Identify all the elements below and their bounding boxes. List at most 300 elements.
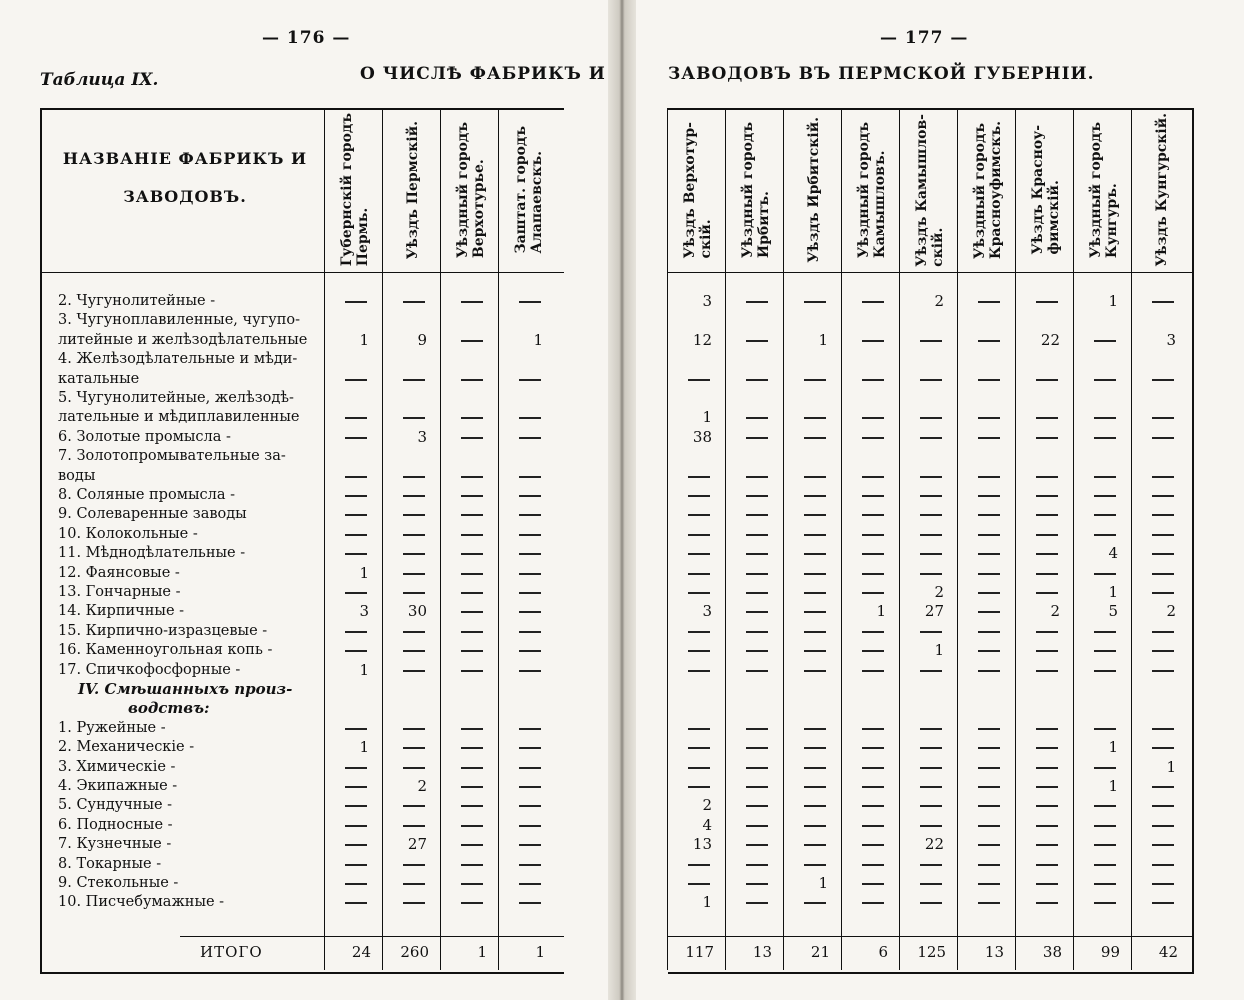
empty-cell-dash (862, 786, 884, 788)
empty-cell-dash (1152, 573, 1174, 575)
table-cell: 1 (1108, 292, 1118, 310)
empty-cell-dash (345, 767, 367, 769)
column-header (960, 112, 1016, 268)
table-cell: 30 (407, 602, 427, 621)
header-divider-left (40, 272, 564, 273)
empty-cell-dash (862, 864, 884, 866)
column-separator (498, 108, 499, 970)
row-label: 3. Чугуноплавиленные, чугупо- (58, 312, 301, 329)
table-cell: 2 (934, 292, 944, 310)
empty-cell-dash (688, 728, 710, 730)
empty-cell-dash (519, 534, 541, 536)
empty-cell-dash (403, 379, 425, 381)
row-label-continuation: литейные и желѣзодѣлательные (58, 331, 308, 348)
empty-cell-dash (1036, 301, 1058, 303)
left-page-number: — 176 — (262, 28, 351, 48)
empty-cell-dash (920, 631, 942, 633)
column-header (385, 112, 441, 268)
empty-cell-dash (1094, 670, 1116, 672)
empty-cell-dash (978, 650, 1000, 652)
row-label: 4. Экипажные - (58, 778, 178, 794)
empty-cell-dash (345, 864, 367, 866)
empty-cell-dash (519, 437, 541, 439)
total-cell: 13 (984, 943, 1004, 961)
column-header-text: Уѣздъ Красноу- фимскій. (1030, 125, 1062, 255)
column-header (902, 112, 958, 268)
empty-cell-dash (804, 611, 826, 613)
empty-cell-dash (920, 573, 942, 575)
empty-cell-dash (688, 631, 710, 633)
column-separator (783, 108, 784, 970)
column-separator (957, 108, 958, 970)
table-cell: 1 (934, 641, 944, 660)
total-cell: 1 (477, 943, 487, 961)
empty-cell-dash (920, 767, 942, 769)
empty-cell-dash (804, 417, 826, 419)
row-label: 14. Кирпичные - (58, 603, 185, 620)
empty-cell-dash (461, 728, 483, 730)
column-separator (667, 108, 668, 970)
table-cell: 1 (818, 874, 828, 892)
empty-cell-dash (345, 728, 367, 730)
empty-cell-dash (1152, 495, 1174, 497)
empty-cell-dash (345, 514, 367, 516)
empty-cell-dash (403, 728, 425, 730)
column-header-text: Уѣздный городъ Ирбитъ. (740, 121, 772, 259)
empty-cell-dash (920, 495, 942, 497)
table-cell: 2 (1166, 602, 1176, 621)
empty-cell-dash (688, 534, 710, 536)
empty-cell-dash (746, 553, 768, 555)
table-cell: 22 (1040, 330, 1060, 349)
empty-cell-dash (862, 301, 884, 303)
total-cell: 13 (752, 943, 772, 961)
empty-cell-dash (862, 476, 884, 478)
empty-cell-dash (1152, 650, 1174, 652)
empty-cell-dash (403, 650, 425, 652)
empty-cell-dash (461, 534, 483, 536)
empty-cell-dash (1152, 417, 1174, 419)
empty-cell-dash (403, 476, 425, 478)
empty-cell-dash (746, 902, 768, 904)
empty-cell-dash (461, 631, 483, 633)
empty-cell-dash (1094, 534, 1116, 536)
column-header-text: Уѣздный городъ Камышловъ. (856, 121, 888, 259)
empty-cell-dash (746, 825, 768, 827)
empty-cell-dash (1036, 805, 1058, 807)
empty-cell-dash (920, 883, 942, 885)
column-header-text: Уѣздный городъ Красноуфимскъ. (972, 120, 1004, 260)
row-label: 5. Сундучные - (58, 797, 173, 814)
column-header-text: Уѣздный городъ Кунгуръ. (1088, 121, 1120, 259)
empty-cell-dash (1036, 747, 1058, 749)
empty-cell-dash (461, 767, 483, 769)
empty-cell-dash (746, 611, 768, 613)
empty-cell-dash (345, 650, 367, 652)
table-cell: 2 (934, 583, 944, 601)
empty-cell-dash (920, 514, 942, 516)
empty-cell-dash (688, 514, 710, 516)
total-cell: 24 (351, 943, 371, 961)
empty-cell-dash (1036, 786, 1058, 788)
table-cell: 2 (702, 796, 712, 815)
empty-cell-dash (1094, 902, 1116, 904)
row-label: 10. Писчебумажные - (58, 894, 225, 911)
empty-cell-dash (804, 864, 826, 866)
empty-cell-dash (978, 883, 1000, 885)
empty-cell-dash (746, 340, 768, 342)
empty-cell-dash (688, 476, 710, 478)
empty-cell-dash (519, 728, 541, 730)
empty-cell-dash (519, 379, 541, 381)
empty-cell-dash (862, 573, 884, 575)
empty-cell-dash (461, 379, 483, 381)
empty-cell-dash (688, 495, 710, 497)
empty-cell-dash (978, 805, 1000, 807)
empty-cell-dash (804, 844, 826, 846)
empty-cell-dash (862, 883, 884, 885)
total-cell: 42 (1158, 943, 1178, 961)
row-label: 4. Желѣзодѣлательные и мѣди- (58, 351, 298, 368)
empty-cell-dash (804, 650, 826, 652)
total-rule-left (180, 936, 564, 937)
empty-cell-dash (688, 864, 710, 866)
empty-cell-dash (1094, 825, 1116, 827)
book-gutter (608, 0, 636, 1000)
column-separator (324, 108, 325, 970)
empty-cell-dash (519, 631, 541, 633)
row-label-continuation: катальные (58, 370, 140, 387)
empty-cell-dash (920, 747, 942, 749)
empty-cell-dash (1036, 728, 1058, 730)
column-header-text: Уѣздъ Кунгурскій. (1154, 113, 1170, 267)
empty-cell-dash (1094, 728, 1116, 730)
empty-cell-dash (920, 670, 942, 672)
empty-cell-dash (746, 844, 768, 846)
empty-cell-dash (978, 495, 1000, 497)
row-label-continuation: воды (58, 467, 96, 484)
total-cell: 260 (400, 943, 429, 961)
table-cell: 4 (1108, 544, 1118, 563)
empty-cell-dash (1094, 573, 1116, 575)
row-label: 9. Солеваренные заводы (58, 506, 247, 523)
empty-cell-dash (688, 592, 710, 594)
empty-cell-dash (519, 650, 541, 652)
empty-cell-dash (403, 514, 425, 516)
column-separator (382, 108, 383, 970)
empty-cell-dash (1036, 553, 1058, 555)
empty-cell-dash (804, 495, 826, 497)
empty-cell-dash (804, 747, 826, 749)
empty-cell-dash (461, 786, 483, 788)
empty-cell-dash (519, 786, 541, 788)
empty-cell-dash (862, 747, 884, 749)
empty-cell-dash (345, 534, 367, 536)
empty-cell-dash (345, 805, 367, 807)
empty-cell-dash (804, 573, 826, 575)
empty-cell-dash (1036, 902, 1058, 904)
empty-cell-dash (1094, 844, 1116, 846)
empty-cell-dash (403, 864, 425, 866)
empty-cell-dash (746, 573, 768, 575)
column-separator (899, 108, 900, 970)
column-header (786, 112, 842, 268)
empty-cell-dash (978, 728, 1000, 730)
column-separator (725, 108, 726, 970)
empty-cell-dash (978, 631, 1000, 633)
column-separator (1131, 108, 1132, 970)
empty-cell-dash (920, 864, 942, 866)
empty-cell-dash (403, 592, 425, 594)
empty-cell-dash (403, 670, 425, 672)
table-cell: 27 (407, 835, 427, 854)
empty-cell-dash (1094, 767, 1116, 769)
empty-cell-dash (920, 805, 942, 807)
table-cell: 3 (702, 292, 712, 310)
empty-cell-dash (1094, 883, 1116, 885)
empty-cell-dash (1036, 437, 1058, 439)
empty-cell-dash (1036, 592, 1058, 594)
empty-cell-dash (1036, 825, 1058, 827)
empty-cell-dash (403, 747, 425, 749)
empty-cell-dash (746, 767, 768, 769)
column-header-text: Уѣздъ Пермскій. (405, 120, 421, 260)
empty-cell-dash (746, 786, 768, 788)
empty-cell-dash (920, 825, 942, 827)
empty-cell-dash (461, 437, 483, 439)
column-header-text: Уѣздъ Ирбитскій. (806, 117, 822, 263)
empty-cell-dash (1036, 476, 1058, 478)
empty-cell-dash (461, 592, 483, 594)
empty-cell-dash (1152, 437, 1174, 439)
empty-cell-dash (862, 650, 884, 652)
table-cell: 3 (417, 427, 427, 446)
empty-cell-dash (403, 883, 425, 885)
empty-cell-dash (461, 864, 483, 866)
empty-cell-dash (746, 728, 768, 730)
empty-cell-dash (403, 825, 425, 827)
column-header-text: Губернскій городъ Пермь. (339, 113, 371, 267)
table-cell: 3 (359, 602, 369, 621)
empty-cell-dash (1036, 844, 1058, 846)
header-divider-right (668, 272, 1194, 273)
empty-cell-dash (403, 767, 425, 769)
empty-cell-dash (1152, 592, 1174, 594)
column-header (1018, 112, 1074, 268)
empty-cell-dash (1036, 670, 1058, 672)
empty-cell-dash (1152, 902, 1174, 904)
empty-cell-dash (1094, 631, 1116, 633)
empty-cell-dash (519, 864, 541, 866)
empty-cell-dash (1094, 437, 1116, 439)
empty-cell-dash (1036, 573, 1058, 575)
column-separator (1073, 108, 1074, 970)
empty-cell-dash (978, 340, 1000, 342)
empty-cell-dash (1152, 786, 1174, 788)
empty-cell-dash (345, 844, 367, 846)
row-label: 17. Спичкофосфорные - (58, 661, 241, 678)
empty-cell-dash (804, 437, 826, 439)
empty-cell-dash (519, 670, 541, 672)
section-heading: водствъ: (128, 699, 210, 718)
empty-cell-dash (519, 573, 541, 575)
empty-cell-dash (804, 553, 826, 555)
empty-cell-dash (978, 592, 1000, 594)
table-cell: 1 (702, 893, 712, 912)
empty-cell-dash (862, 902, 884, 904)
column-header (327, 112, 383, 268)
empty-cell-dash (403, 534, 425, 536)
column-header (844, 112, 900, 268)
empty-cell-dash (862, 805, 884, 807)
row-label: 11. Мѣднодѣлательные - (58, 545, 246, 562)
table-cell: 3 (702, 602, 712, 621)
empty-cell-dash (519, 553, 541, 555)
empty-cell-dash (688, 767, 710, 769)
empty-cell-dash (1036, 883, 1058, 885)
empty-cell-dash (1152, 553, 1174, 555)
column-header (1134, 112, 1190, 268)
empty-cell-dash (804, 728, 826, 730)
empty-cell-dash (746, 495, 768, 497)
empty-cell-dash (746, 592, 768, 594)
row-label: 5. Чугунолитейные, желѣзодѣ- (58, 390, 294, 406)
row-label-continuation: лательные и мѣдиплавиленные (58, 409, 300, 426)
column-separator (440, 108, 441, 970)
empty-cell-dash (862, 767, 884, 769)
empty-cell-dash (1152, 825, 1174, 827)
empty-cell-dash (920, 437, 942, 439)
empty-cell-dash (403, 805, 425, 807)
empty-cell-dash (519, 825, 541, 827)
table-cell: 1 (359, 330, 369, 349)
row-label: 9. Стекольные - (58, 875, 179, 891)
table-cell: 38 (692, 427, 712, 446)
empty-cell-dash (461, 670, 483, 672)
table-cell: 1 (1108, 583, 1118, 601)
empty-cell-dash (862, 670, 884, 672)
column-separator (841, 108, 842, 970)
empty-cell-dash (461, 573, 483, 575)
empty-cell-dash (746, 301, 768, 303)
title-left: О ЧИСЛѢ ФАБРИКЪ И (360, 64, 606, 84)
empty-cell-dash (804, 786, 826, 788)
empty-cell-dash (920, 534, 942, 536)
empty-cell-dash (1094, 340, 1116, 342)
row-label: 16. Каменноугольная копь - (58, 642, 273, 659)
table-cell: 13 (692, 835, 712, 854)
empty-cell-dash (688, 573, 710, 575)
empty-cell-dash (345, 437, 367, 439)
empty-cell-dash (978, 573, 1000, 575)
row-label: 6. Золотые промысла - (58, 428, 231, 445)
empty-cell-dash (1152, 379, 1174, 381)
empty-cell-dash (1152, 301, 1174, 303)
empty-cell-dash (519, 883, 541, 885)
empty-cell-dash (345, 301, 367, 303)
empty-cell-dash (1094, 417, 1116, 419)
total-cell: 1 (535, 943, 545, 961)
row-label: 1. Ружейные - (58, 719, 166, 736)
empty-cell-dash (920, 340, 942, 342)
empty-cell-dash (519, 476, 541, 478)
empty-cell-dash (862, 728, 884, 730)
empty-cell-dash (978, 844, 1000, 846)
empty-cell-dash (403, 573, 425, 575)
table-cell: 1 (702, 408, 712, 427)
empty-cell-dash (345, 553, 367, 555)
empty-cell-dash (1036, 534, 1058, 536)
empty-cell-dash (920, 476, 942, 478)
empty-cell-dash (1094, 864, 1116, 866)
empty-cell-dash (519, 844, 541, 846)
row-label: 13. Гончарные - (58, 584, 181, 600)
empty-cell-dash (688, 883, 710, 885)
empty-cell-dash (804, 476, 826, 478)
total-cell: 117 (685, 943, 714, 961)
empty-cell-dash (978, 553, 1000, 555)
empty-cell-dash (978, 864, 1000, 866)
empty-cell-dash (403, 301, 425, 303)
empty-cell-dash (688, 747, 710, 749)
table-cell: 1 (876, 602, 886, 621)
column-header (728, 112, 784, 268)
total-cell: 99 (1100, 943, 1120, 961)
empty-cell-dash (804, 379, 826, 381)
empty-cell-dash (804, 670, 826, 672)
empty-cell-dash (978, 437, 1000, 439)
empty-cell-dash (1152, 534, 1174, 536)
row-label: 2. Механическіе - (58, 739, 195, 756)
empty-cell-dash (1036, 495, 1058, 497)
empty-cell-dash (1152, 805, 1174, 807)
empty-cell-dash (1036, 650, 1058, 652)
column-separator (1015, 108, 1016, 970)
empty-cell-dash (461, 495, 483, 497)
empty-cell-dash (1094, 514, 1116, 516)
empty-cell-dash (519, 514, 541, 516)
empty-cell-dash (519, 611, 541, 613)
table-cell: 2 (1050, 602, 1060, 621)
empty-cell-dash (978, 902, 1000, 904)
name-header-line-2: ЗАВОДОВЪ. (123, 187, 247, 206)
empty-cell-dash (978, 476, 1000, 478)
empty-cell-dash (746, 476, 768, 478)
empty-cell-dash (461, 417, 483, 419)
empty-cell-dash (746, 747, 768, 749)
empty-cell-dash (345, 592, 367, 594)
empty-cell-dash (1094, 476, 1116, 478)
empty-cell-dash (519, 767, 541, 769)
column-header (443, 112, 499, 268)
row-label: 12. Фаянсовые - (58, 564, 180, 581)
empty-cell-dash (345, 476, 367, 478)
empty-cell-dash (804, 514, 826, 516)
row-label: 2. Чугунолитейные - (58, 293, 216, 309)
empty-cell-dash (688, 553, 710, 555)
total-cell: 6 (878, 943, 888, 961)
empty-cell-dash (1036, 514, 1058, 516)
table-label: Таблица IX. (40, 70, 159, 90)
row-label: 8. Токарные - (58, 855, 162, 872)
table-cell: 1 (533, 330, 543, 349)
empty-cell-dash (461, 883, 483, 885)
empty-cell-dash (519, 592, 541, 594)
empty-cell-dash (345, 417, 367, 419)
empty-cell-dash (862, 631, 884, 633)
empty-cell-dash (519, 805, 541, 807)
empty-cell-dash (1152, 670, 1174, 672)
